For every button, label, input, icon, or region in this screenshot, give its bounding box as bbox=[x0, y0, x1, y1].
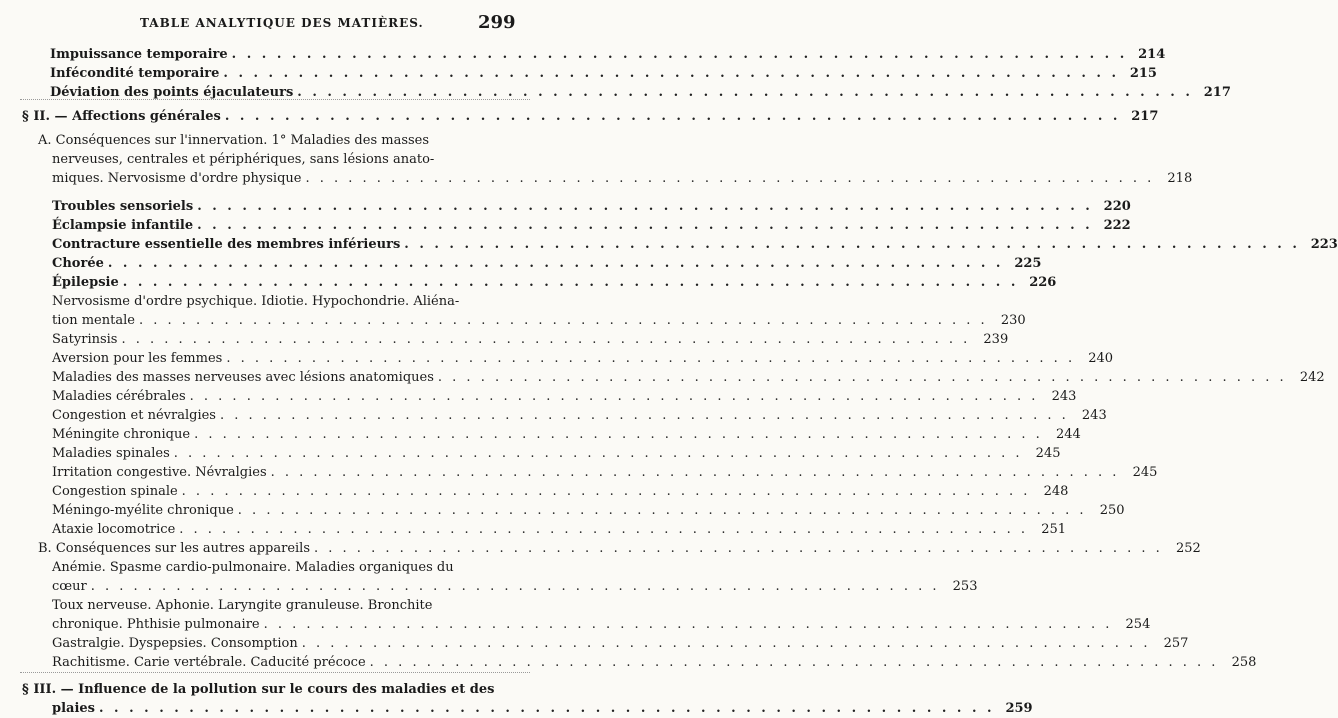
toc-entry-page: 222 bbox=[1103, 218, 1131, 233]
section-divider bbox=[20, 99, 530, 100]
toc-entry-title: Méningite chronique bbox=[52, 427, 191, 442]
dot-leader: . . . . . . . . . . . . . . . . . . . . . . . . . . . . . . . . . . . . . . . . . . . . . . . . . . . . . . . . . . . . bbox=[173, 446, 1023, 461]
toc-entry-title: Contracture essentielle des membres inférieurs bbox=[52, 237, 401, 252]
dot-leader: . . . . . . . . . . . . . . . . . . . . . . . . . . . . . . . . . . . . . . . . . . . . . . . . . . . . . . . . . . . . bbox=[301, 636, 1151, 651]
dot-leader: . . . . . . . . . . . . . . . . . . . . . . . . . . . . . . . . . . . . . . . . . . . . . . . . . . . . . . . . . . . . bbox=[189, 389, 1039, 404]
toc-entry-title: Déviation des points éjaculateurs bbox=[50, 85, 294, 100]
toc-entry bbox=[52, 216, 1131, 235]
toc-entry-line: Nervosisme d'ordre psychique. Idiotie. Hypochondrie. Aliéna- bbox=[52, 294, 460, 309]
toc-entry-title: tion mentale bbox=[52, 313, 135, 328]
dot-leader: . . . . . . . . . . . . . . . . . . . . . . . . . . . . . . . . . . . . . . . . . . . . . . . . . . . . . . . . . . . . bbox=[122, 275, 1019, 290]
dot-leader: . . . . . . . . . . . . . . . . . . . . . . . . . . . . . . . . . . . . . . . . . . . . . . . . . . . . . . . . . . . . bbox=[138, 313, 988, 328]
dot-leader: . . . . . . . . . . . . . . . . . . . . . . . . . . . . . . . . . . . . . . . . . . . . . . . . . . . . . . . . . . . . bbox=[179, 522, 1029, 537]
dot-leader: . . . . . . . . . . . . . . . . . . . . . . . . . . . . . . . . . . . . . . . . . . . . . . . . . . . . . . . . . . . . bbox=[219, 408, 1069, 423]
toc-entry-page: 245 bbox=[1035, 446, 1061, 461]
toc-entry-title: B. Conséquences sur les autres appareils bbox=[38, 541, 311, 556]
dot-leader: . . . . . . . . . . . . . . . . . . . . . . . . . . . . . . . . . . . . . . . . . . . . . . . . . . . . . . . . . . . . bbox=[231, 47, 1128, 62]
toc-entry-line: A. Conséquences sur l'innervation. 1° Maladies des masses bbox=[38, 133, 430, 148]
toc-entry bbox=[50, 45, 1166, 64]
toc-entry-page: 217 bbox=[1203, 85, 1231, 100]
toc-entry-page: 218 bbox=[1167, 171, 1193, 186]
dot-leader: . . . . . . . . . . . . . . . . . . . . . . . . . . . . . . . . . . . . . . . . . . . . . . . . . . . . . . . . . . . . bbox=[369, 655, 1219, 670]
toc-entry-title: Aversion pour les femmes bbox=[52, 351, 223, 366]
dot-leader: . . . . . . . . . . . . . . . . . . . . . . . . . . . . . . . . . . . . . . . . . . . . . . . . . . . . . . . . . . . . bbox=[107, 256, 1004, 271]
toc-entry bbox=[52, 349, 1114, 368]
toc-entry bbox=[52, 463, 1158, 482]
toc-entry bbox=[52, 330, 1009, 349]
toc-entry-page: 225 bbox=[1014, 256, 1042, 271]
toc-entry bbox=[52, 254, 1042, 273]
toc-entry-page: 217 bbox=[1131, 109, 1159, 124]
toc-entry-title: cœur bbox=[52, 579, 87, 594]
dot-leader: . . . . . . . . . . . . . . . . . . . . . . . . . . . . . . . . . . . . . . . . . . . . . . . . . . . . . . . . . . . . bbox=[226, 351, 1076, 366]
toc-entry-page: 242 bbox=[1299, 370, 1325, 385]
dot-leader: . . . . . . . . . . . . . . . . . . . . . . . . . . . . . . . . . . . . . . . . . . . . . . . . . . . . . . . . . . . . bbox=[197, 199, 1093, 214]
dot-leader: . . . . . . . . . . . . . . . . . . . . . . . . . . . . . . . . . . . . . . . . . . . . . . . . . . . . . . . . . . . . bbox=[237, 503, 1087, 518]
toc-entry-title: Méningo-myélite chronique bbox=[52, 503, 234, 518]
toc-entry-title: Congestion et névralgies bbox=[52, 408, 216, 423]
toc-entry-title: Impuissance temporaire bbox=[50, 47, 228, 62]
toc-entry bbox=[52, 558, 978, 596]
dot-leader: . . . . . . . . . . . . . . . . . . . . . . . . . . . . . . . . . . . . . . . . . . . . . . . . . . . . . . . . . . . . bbox=[314, 541, 1163, 556]
toc-entry-page: 220 bbox=[1103, 199, 1131, 214]
toc-entry-page: 251 bbox=[1041, 522, 1067, 537]
toc-entry bbox=[52, 501, 1125, 520]
toc-entry bbox=[52, 653, 1257, 672]
toc-entry-title: Infécondité temporaire bbox=[50, 66, 220, 81]
toc-entry bbox=[52, 387, 1077, 406]
toc-entry-title: Maladies des masses nerveuses avec lésions anatomiques bbox=[52, 370, 434, 385]
toc-entry-line: Toux nerveuse. Aphonie. Laryngite granuleuse. Bronchite bbox=[52, 598, 433, 613]
toc-entry-page: 214 bbox=[1138, 47, 1166, 62]
toc-entry bbox=[52, 425, 1081, 444]
toc-entry-title: plaies bbox=[52, 701, 95, 716]
toc-entry bbox=[52, 368, 1325, 387]
toc-entry-page: 245 bbox=[1132, 465, 1158, 480]
toc-entry-title: miques. Nervosisme d'ordre physique bbox=[52, 171, 302, 186]
toc-entry bbox=[22, 680, 1033, 718]
dot-leader: . . . . . . . . . . . . . . . . . . . . . . . . . . . . . . . . . . . . . . . . . . . . . . . . . . . . . . . . . . . . bbox=[223, 66, 1119, 81]
toc-entry-page: 257 bbox=[1163, 636, 1189, 651]
running-title: TABLE ANALYTIQUE DES MATIÈRES. bbox=[140, 16, 424, 30]
toc-entry-title: Irritation congestive. Névralgies bbox=[52, 465, 267, 480]
dot-leader: . . . . . . . . . . . . . . . . . . . . . . . . . . . . . . . . . . . . . . . . . . . . . . . . . . . . . . . . . . . . bbox=[98, 701, 995, 716]
toc-entry-title: chronique. Phthisie pulmonaire bbox=[52, 617, 260, 632]
dot-leader: . . . . . . . . . . . . . . . . . . . . . . . . . . . . . . . . . . . . . . . . . . . . . . . . . . . . . . . . . . . . bbox=[297, 85, 1193, 100]
toc-entry bbox=[38, 131, 1193, 188]
toc-entry-page: 243 bbox=[1081, 408, 1107, 423]
toc-entry-title: Troubles sensoriels bbox=[52, 199, 194, 214]
dot-leader: . . . . . . . . . . . . . . . . . . . . . . . . . . . . . . . . . . . . . . . . . . . . . . . . . . . . . . . . . . . . bbox=[181, 484, 1031, 499]
toc-entry-page: 223 bbox=[1310, 237, 1338, 252]
section-divider bbox=[20, 672, 530, 673]
toc-entry-title: Maladies spinales bbox=[52, 446, 170, 461]
toc-entry-title: Gastralgie. Dyspepsies. Consomption bbox=[52, 636, 298, 651]
toc-entry-title: Épilepsie bbox=[52, 275, 119, 290]
toc-entry bbox=[52, 596, 1151, 634]
toc-entry bbox=[52, 482, 1069, 501]
toc-entry-line: Anémie. Spasme cardio-pulmonaire. Maladies organiques du bbox=[52, 560, 454, 575]
dot-leader: . . . . . . . . . . . . . . . . . . . . . . . . . . . . . . . . . . . . . . . . . . . . . . . . . . . . . . . . . . . . bbox=[224, 109, 1121, 124]
toc-entry bbox=[52, 520, 1067, 539]
dot-leader: . . . . . . . . . . . . . . . . . . . . . . . . . . . . . . . . . . . . . . . . . . . . . . . . . . . . . . . . . . . . bbox=[437, 370, 1287, 385]
toc-entry-line: nerveuses, centrales et périphériques, sans lésions anato- bbox=[52, 152, 435, 167]
toc-entry-page: 254 bbox=[1125, 617, 1151, 632]
toc-entry bbox=[50, 64, 1157, 83]
toc-entry-page: 243 bbox=[1051, 389, 1077, 404]
page-number: 299 bbox=[478, 12, 516, 33]
dot-leader: . . . . . . . . . . . . . . . . . . . . . . . . . . . . . . . . . . . . . . . . . . . . . . . . . . . . . . . . . . . . bbox=[194, 427, 1043, 442]
toc-entry-page: 250 bbox=[1099, 503, 1125, 518]
toc-entry-title: Rachitisme. Carie vertébrale. Caducité précoce bbox=[52, 655, 366, 670]
toc-entry-page: 239 bbox=[983, 332, 1009, 347]
toc-entry-title: Maladies cérébrales bbox=[52, 389, 186, 404]
toc-entry bbox=[52, 292, 1026, 330]
toc-entry-title: § II. — Affections générales bbox=[22, 109, 221, 124]
dot-leader: . . . . . . . . . . . . . . . . . . . . . . . . . . . . . . . . . . . . . . . . . . . . . . . . . . . . . . . . . . . . bbox=[404, 237, 1300, 252]
toc-entry-title: Congestion spinale bbox=[52, 484, 178, 499]
toc-entry-page: 248 bbox=[1043, 484, 1069, 499]
toc-entry-page: 253 bbox=[952, 579, 978, 594]
toc-entry-page: 258 bbox=[1231, 655, 1257, 670]
toc-entry-title: Éclampsie infantile bbox=[52, 218, 194, 233]
toc-entry-page: 244 bbox=[1055, 427, 1081, 442]
dot-leader: . . . . . . . . . . . . . . . . . . . . . . . . . . . . . . . . . . . . . . . . . . . . . . . . . . . . . . . . . . . . bbox=[197, 218, 1093, 233]
toc-entry bbox=[52, 273, 1057, 292]
toc-entry-page: 226 bbox=[1029, 275, 1057, 290]
toc-entry-title: Ataxie locomotrice bbox=[52, 522, 176, 537]
toc-entry bbox=[52, 235, 1338, 254]
toc-entry bbox=[52, 444, 1061, 463]
toc-entry-page: 240 bbox=[1088, 351, 1114, 366]
toc-entry-title: Satyrinsis bbox=[52, 332, 118, 347]
toc-entry bbox=[38, 539, 1201, 558]
dot-leader: . . . . . . . . . . . . . . . . . . . . . . . . . . . . . . . . . . . . . . . . . . . . . . . . . . . . . . . . . . . . bbox=[305, 171, 1155, 186]
dot-leader: . . . . . . . . . . . . . . . . . . . . . . . . . . . . . . . . . . . . . . . . . . . . . . . . . . . . . . . . . . . . bbox=[90, 579, 940, 594]
toc-entry bbox=[22, 107, 1159, 126]
toc-entry-page: 259 bbox=[1005, 701, 1033, 716]
dot-leader: . . . . . . . . . . . . . . . . . . . . . . . . . . . . . . . . . . . . . . . . . . . . . . . . . . . . . . . . . . . . bbox=[263, 617, 1113, 632]
toc-entry bbox=[52, 406, 1107, 425]
toc-entry-page: 230 bbox=[1000, 313, 1026, 328]
toc-entry-title: Chorée bbox=[52, 256, 104, 271]
toc-entry-line: § III. — Influence de la pollution sur le cours des maladies et des bbox=[22, 682, 495, 697]
toc-entry bbox=[52, 197, 1131, 216]
toc-entry-page: 215 bbox=[1129, 66, 1157, 81]
dot-leader: . . . . . . . . . . . . . . . . . . . . . . . . . . . . . . . . . . . . . . . . . . . . . . . . . . . . . . . . . . . . bbox=[270, 465, 1120, 480]
dot-leader: . . . . . . . . . . . . . . . . . . . . . . . . . . . . . . . . . . . . . . . . . . . . . . . . . . . . . . . . . . . . bbox=[121, 332, 971, 347]
toc-entry-page: 252 bbox=[1175, 541, 1201, 556]
toc-entry bbox=[52, 634, 1189, 653]
